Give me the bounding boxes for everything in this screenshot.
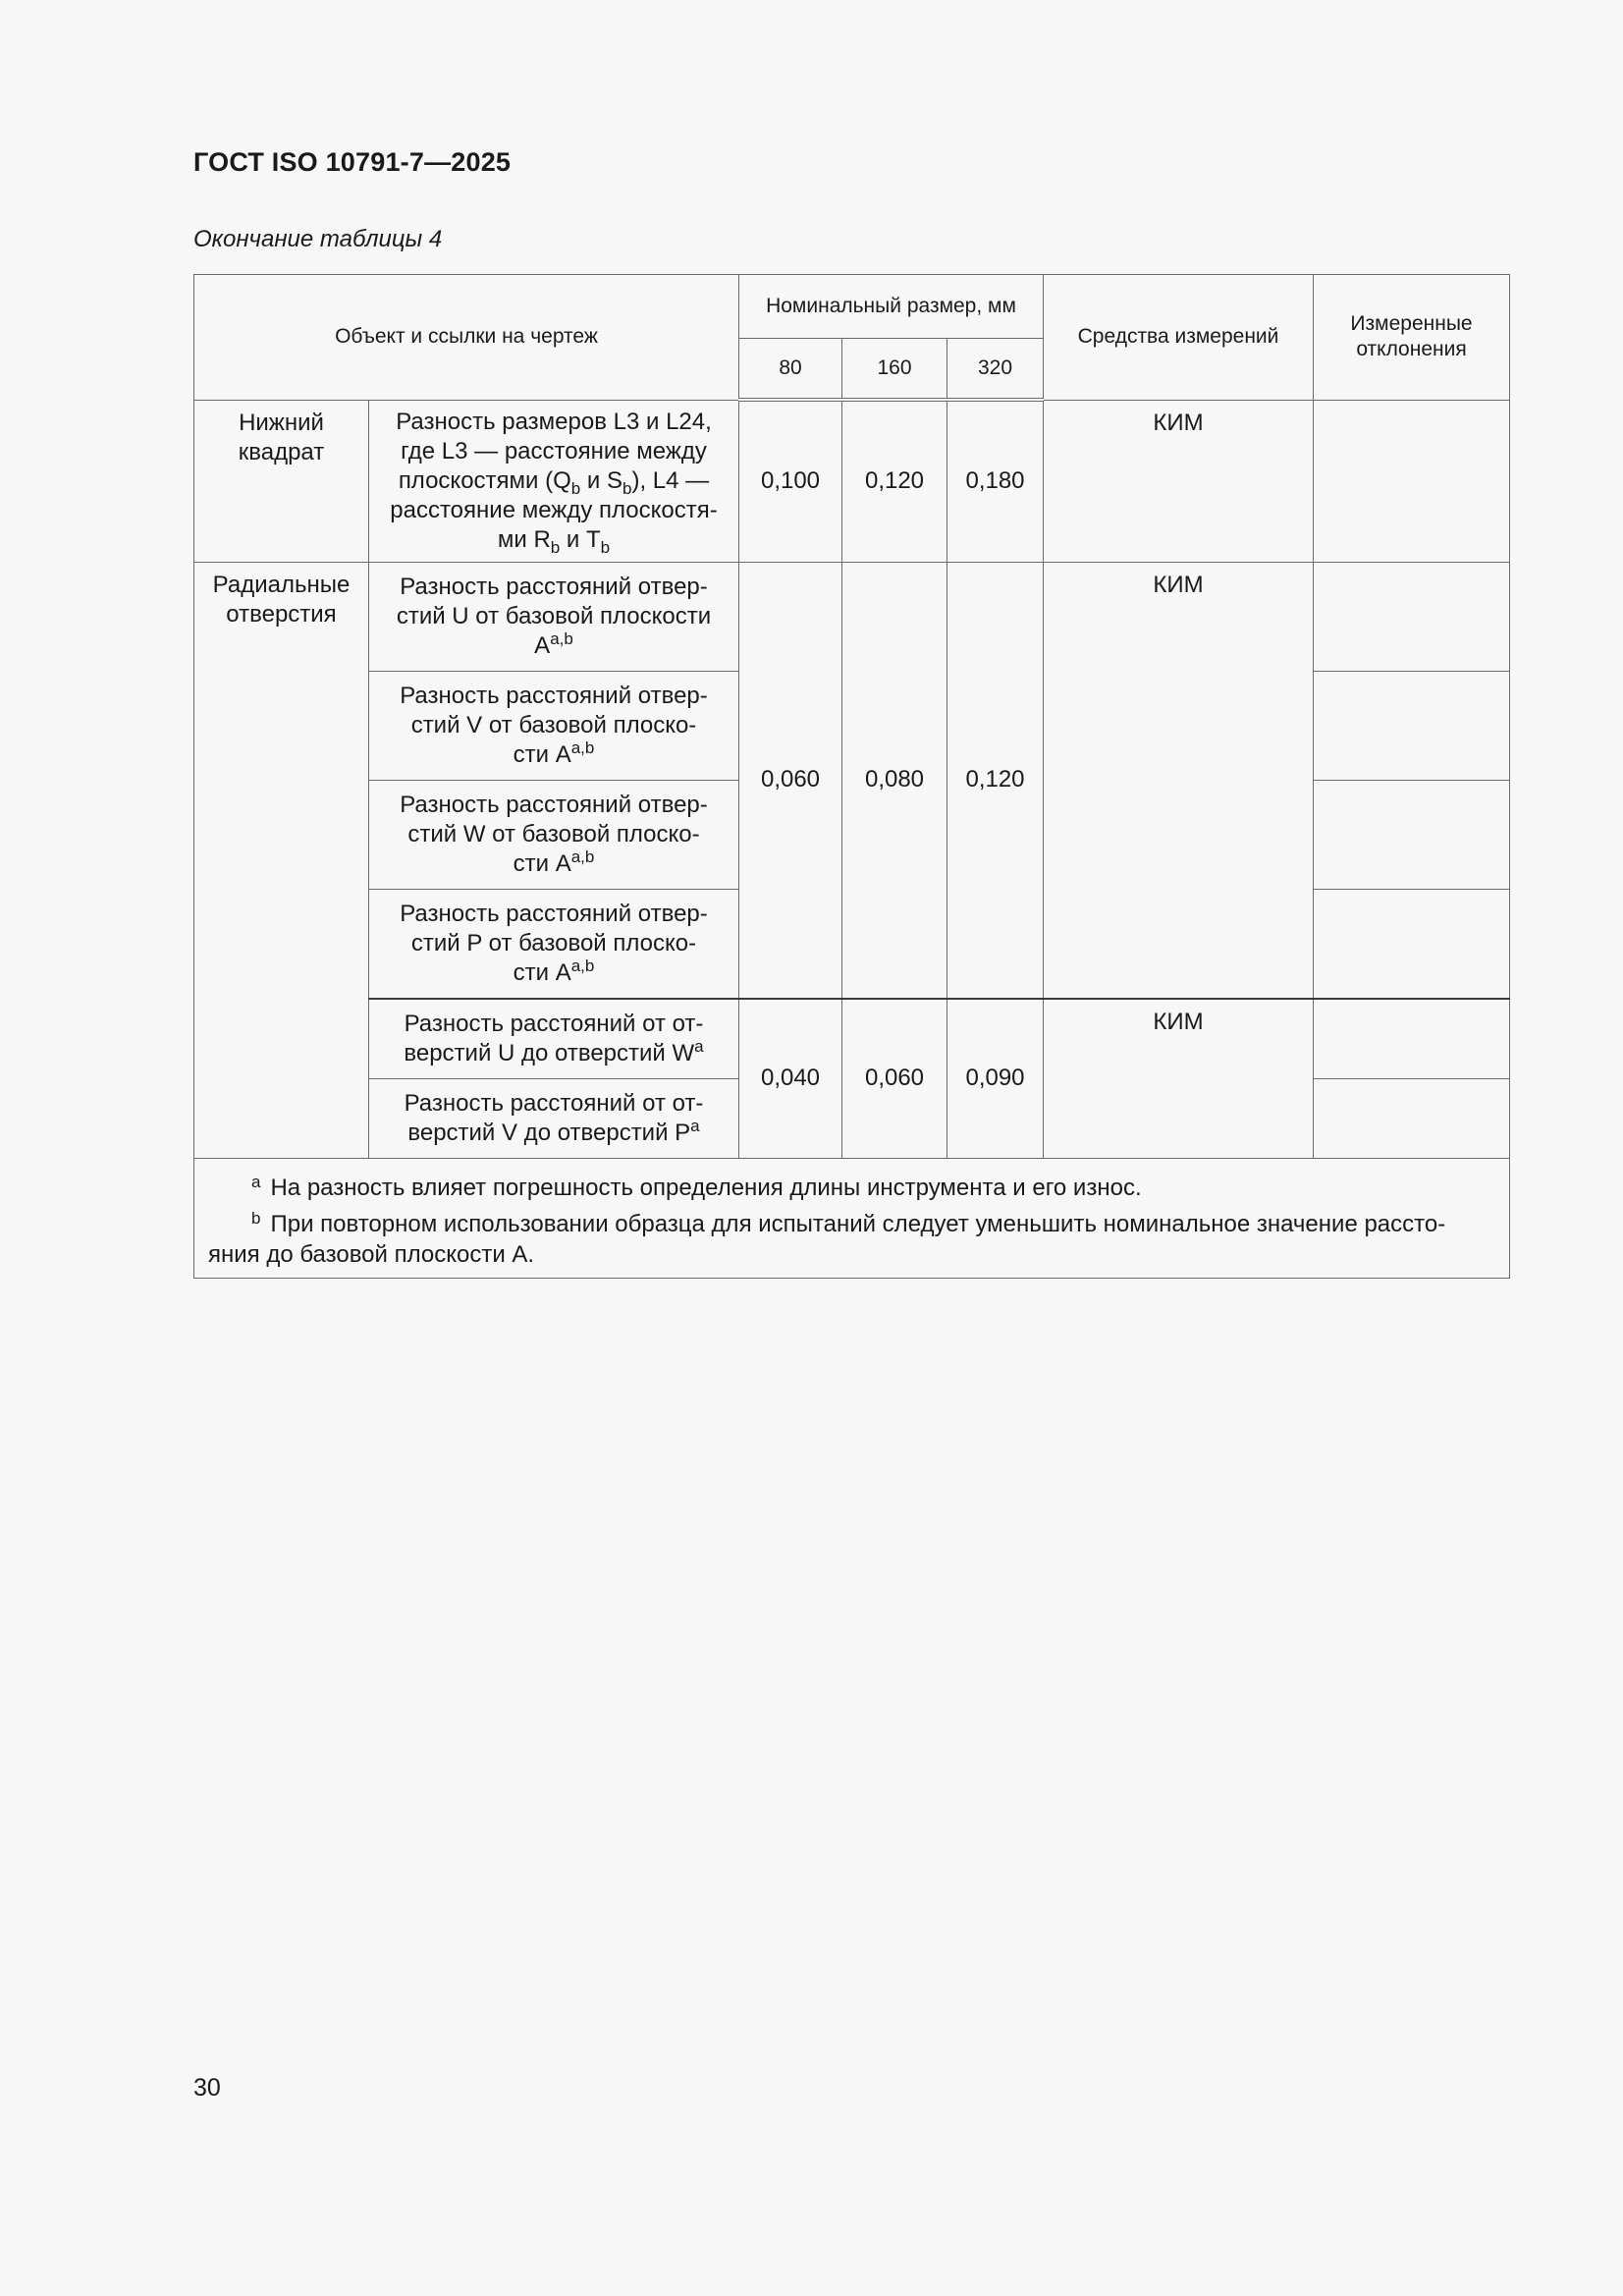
desc-text: сти A xyxy=(513,849,571,877)
header-deviations-line-1: Измеренные xyxy=(1350,312,1473,336)
desc-line: Разность расстояний отвер- xyxy=(400,791,708,818)
table-footnotes xyxy=(194,1158,1510,1278)
desc-text: ми R xyxy=(497,525,551,553)
measured-deviation-cell xyxy=(1314,999,1510,1079)
table-row xyxy=(194,562,1510,671)
radial-description-u xyxy=(369,562,739,671)
desc-line: Разность расстояний от от- xyxy=(404,1010,704,1037)
value-160: 0,080 xyxy=(842,562,947,999)
value-80: 0,060 xyxy=(739,562,842,999)
desc-text: верстий U до отверстий W xyxy=(404,1039,695,1066)
value-80: 0,100 xyxy=(739,400,842,562)
measurement-table xyxy=(193,274,1510,1279)
radial-description-w xyxy=(369,780,739,889)
desc-line: расстояние между плоскостя- xyxy=(390,496,718,523)
between-holes-description-uw xyxy=(369,999,739,1079)
superscript: a,b xyxy=(570,956,595,975)
desc-text: и T xyxy=(560,525,601,553)
table-caption: Окончание таблицы 4 xyxy=(193,226,443,252)
radial-description-v xyxy=(369,671,739,780)
footnote-mark: a xyxy=(251,1172,261,1191)
desc-line: где L3 — расстояние между xyxy=(401,437,707,465)
desc-line xyxy=(381,740,727,770)
desc-text: и S xyxy=(580,466,622,494)
desc-line xyxy=(381,958,727,988)
header-measured-deviations xyxy=(1314,275,1510,401)
desc-line xyxy=(381,525,727,555)
subscript: b xyxy=(570,478,581,498)
object-radial-holes xyxy=(194,562,369,1158)
desc-line: Разность расстояний отвер- xyxy=(400,900,708,927)
table-header-row-1 xyxy=(194,275,1510,339)
subscript: b xyxy=(550,537,561,557)
footnotes-row xyxy=(194,1158,1510,1278)
footnote-b xyxy=(208,1203,1495,1239)
measured-deviation-cell xyxy=(1314,780,1510,889)
footnote-text: При повторном использовании образца для испытаний следует уменьшить номинальное значение рассто- xyxy=(270,1210,1446,1237)
desc-line: Разность размеров L3 и L24, xyxy=(396,408,712,435)
desc-text: A xyxy=(534,631,551,659)
value-160: 0,060 xyxy=(842,999,947,1159)
measuring-means: КИМ xyxy=(1044,562,1314,999)
desc-line: стий P от базовой плоско- xyxy=(410,929,697,957)
subscript: b xyxy=(622,478,632,498)
object-line-1: Радиальные xyxy=(212,571,351,598)
desc-line xyxy=(381,1036,727,1068)
desc-line xyxy=(381,466,727,496)
header-deviations-line-2: отклонения xyxy=(1356,338,1467,361)
desc-line xyxy=(381,849,727,879)
page-number: 30 xyxy=(193,2074,221,2102)
desc-text: ), L4 — xyxy=(631,466,710,494)
value-160: 0,120 xyxy=(842,400,947,562)
measured-deviation-cell xyxy=(1314,671,1510,780)
object-line-1: Нижний xyxy=(239,409,324,436)
header-size-80: 80 xyxy=(739,339,842,401)
superscript: a,b xyxy=(550,629,573,648)
desc-text: верстий V до отверстий P xyxy=(407,1119,691,1146)
lower-square-description xyxy=(369,400,739,562)
desc-text: сти A xyxy=(513,740,571,768)
value-80: 0,040 xyxy=(739,999,842,1159)
footnote-mark: b xyxy=(251,1208,261,1228)
desc-line: Разность расстояний отвер- xyxy=(400,573,708,600)
table-row xyxy=(194,999,1510,1079)
measured-deviation-cell xyxy=(1314,1078,1510,1158)
header-object: Объект и ссылки на чертеж xyxy=(194,275,739,401)
desc-line: Разность расстояний от от- xyxy=(404,1089,704,1117)
measuring-means: КИМ xyxy=(1044,999,1314,1159)
header-measuring-means: Средства измерений xyxy=(1044,275,1314,401)
measuring-means: КИМ xyxy=(1044,400,1314,562)
desc-line xyxy=(381,631,727,661)
between-holes-description-vp xyxy=(369,1078,739,1158)
subscript: b xyxy=(600,537,611,557)
superscript: a,b xyxy=(570,738,595,757)
desc-line: стий W от базовой плоско- xyxy=(407,820,700,847)
header-nominal-size: Номинальный размер, мм xyxy=(739,275,1044,339)
desc-line: стий V от базовой плоско- xyxy=(410,711,697,738)
document-title: ГОСТ ISO 10791-7—2025 xyxy=(193,147,512,177)
superscript: a xyxy=(690,1116,700,1135)
value-320: 0,120 xyxy=(947,562,1044,999)
value-320: 0,090 xyxy=(947,999,1044,1159)
superscript: a,b xyxy=(570,847,595,866)
footnote-a xyxy=(208,1167,1495,1203)
object-line-2: квадрат xyxy=(238,438,325,465)
radial-description-p xyxy=(369,889,739,999)
desc-line xyxy=(381,1116,727,1148)
object-line-2: отверстия xyxy=(226,600,337,628)
footnote-text: На разность влияет погрешность определения длины инструмента и его износ. xyxy=(270,1174,1142,1201)
desc-line: стий U от базовой плоскости xyxy=(396,602,712,629)
footnote-b-continuation: яния до базовой плоскости A. xyxy=(208,1240,535,1268)
value-320: 0,180 xyxy=(947,400,1044,562)
desc-line: Разность расстояний отвер- xyxy=(400,682,708,709)
superscript: a xyxy=(694,1036,704,1056)
measured-deviation-cell xyxy=(1314,400,1510,562)
desc-text: плоскостями (Q xyxy=(398,466,571,494)
desc-text: сти A xyxy=(513,958,571,986)
header-size-160: 160 xyxy=(842,339,947,401)
header-size-320: 320 xyxy=(947,339,1044,401)
measured-deviation-cell xyxy=(1314,889,1510,999)
object-lower-square xyxy=(194,400,369,562)
table-row xyxy=(194,400,1510,562)
measured-deviation-cell xyxy=(1314,562,1510,671)
